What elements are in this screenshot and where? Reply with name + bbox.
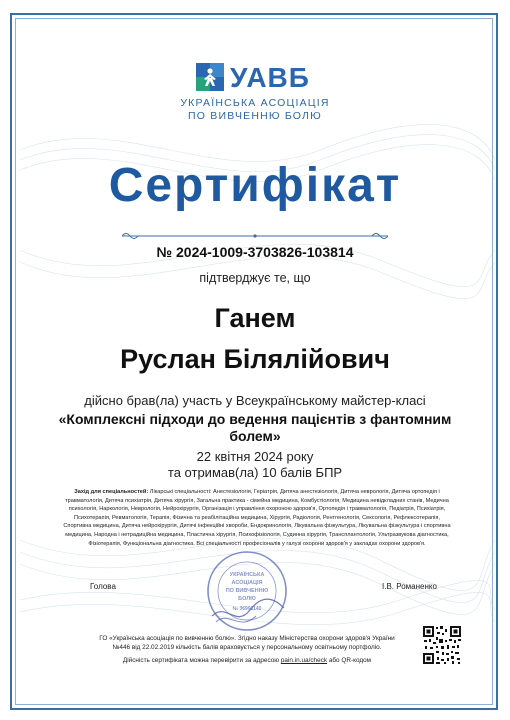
specialties-text: Лікарські спеціальності: Анестезіологія, Геріатрія, Дитяча анестезіологія, Дитяча неврологія, Дитяча ортопедія і травматологія, Дитяча психіатрія, Дитяча хірургія, Загальна практика - сімейна медицина, Комбустіологія, Медицина невідкладних станів, Медична психологія, Наркологія, Неврологія, Нейрохірургія, Організація і управління охороною здоров'я, Ортопедія і травматологія, Педіатрія, Психіатрія, Психотерапія, Ревматологія, Терапія, Фізична та реабілітаційна медицина, Хірургія, Радіологія, Рентгенологія, Сексологія, Рефлексотерапія, Спортивна медицина, Дитяча нейрохірургія, Дитячі інфекційні хвороби, Ендокринологія, Лікувальна фізкультура, Лікувальна фізкультура і спортивна медицина, Народна і нетрадиційна медицина, Пластична хірургія, Психофізіологія, Судинна хірургія, Трансплантологія, Ультразвукова діагностика, Фізіотерапія, Функціональна діагностика. Всі спеціальності професіоналів у галузі охорони здоров'я у закладах охорони здоров'я. [63,489,451,547]
qr-code-icon[interactable] [422,625,462,665]
course-title-line-2: болем» [229,428,281,444]
recipient-given-names: Руслан Білялійович [120,344,390,374]
seal-code: № 36991140 [232,606,262,612]
footer-line-1: ГО «Українська асоціація по вивченню болю». Згідно наказу Міністерства охорони здоров'я України [99,635,395,642]
organization-line-2: ПО ВИВЧЕННЮ БОЛЮ [188,110,322,122]
svg-text:ПО ВИВЧЕННЮ: ПО ВИВЧЕННЮ [225,588,269,594]
specialties-label: Захід для спеціальностей: [74,489,149,495]
footer-line-3 [82,656,412,665]
points-awarded: та отримав(ла) 10 балів БПР [167,465,343,480]
certificate-title: Сертифікат [108,159,402,212]
event-date: 22 квітня 2024 року [196,449,314,464]
organization-line-1: УКРАЇНСЬКА АСОЦІАЦІЯ [180,97,330,109]
logo [196,63,326,97]
chair-label: Голова [90,582,116,591]
signatory-name: І.В. Романенко [382,582,437,591]
footer-line-2: №446 від 22.02.2019 кількість балів враховується у персональному освітньому портфоліо. [112,644,382,651]
recipient-surname: Ганем [214,303,296,333]
verify-prefix: Дійсність сертифіката можна перевірити за адресою [122,657,281,664]
title-ornament-icon [122,230,388,242]
svg-text:БОЛЮ: БОЛЮ [238,596,256,602]
certificate-number: № 2024-1009-3703826-103814 [156,244,354,260]
participation-text: дійсно брав(ла) участь у Всеукраїнському майстер-класі [84,393,426,408]
course-title-line-1: «Комплексні підходи до ведення пацієнтів з фантомним [58,411,452,427]
logo-text: УАВБ [230,62,310,93]
svg-text:АСОЦІАЦІЯ: АСОЦІАЦІЯ [231,580,263,586]
specialties-block [60,488,454,548]
official-seal-icon [206,550,288,632]
confirms-text: підтверджує те, що [199,271,311,285]
svg-text:УКРАЇНСЬКА: УКРАЇНСЬКА [229,572,265,578]
logo-mark-icon [196,63,224,91]
verify-link[interactable]: pain.in.ua/check [280,657,328,664]
verify-suffix: або QR-кодом [327,657,372,664]
